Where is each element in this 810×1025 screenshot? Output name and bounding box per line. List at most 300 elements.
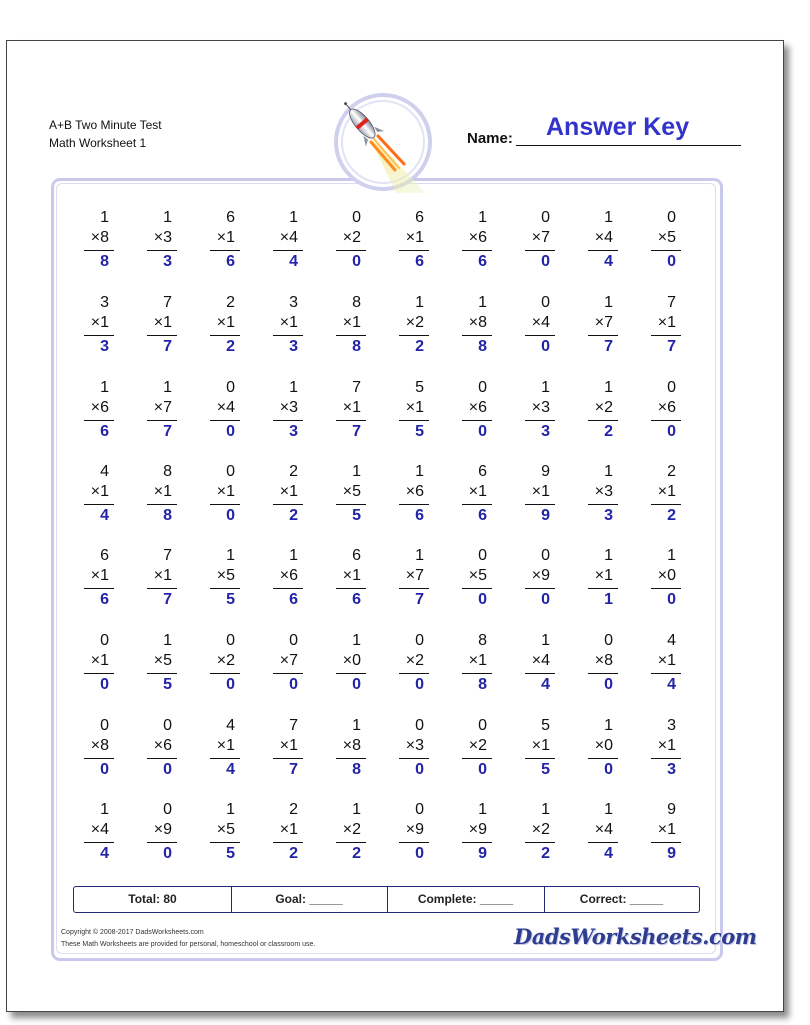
problem-answer: 9 xyxy=(541,507,550,524)
problem-top-number: 7 xyxy=(667,294,676,311)
problem-top-number: 8 xyxy=(352,294,361,311)
problem-answer: 0 xyxy=(667,253,676,270)
multiplication-problem xyxy=(384,209,428,281)
problem-rule xyxy=(336,588,366,589)
problem-multiplier: ×1 xyxy=(279,737,298,754)
copyright-text: Copyright © 2008-2017 DadsWorksheets.com xyxy=(61,929,204,936)
problem-answer: 1 xyxy=(604,591,613,608)
problem-rule xyxy=(273,335,303,336)
problem-top-number: 1 xyxy=(352,801,361,818)
problem-row xyxy=(69,209,709,284)
problem-top-number: 0 xyxy=(478,379,487,396)
multiplication-problem xyxy=(195,547,239,619)
problem-answer: 0 xyxy=(226,676,235,693)
problem-rule xyxy=(588,842,618,843)
problem-top-number: 0 xyxy=(667,209,676,226)
multiplication-problem xyxy=(132,379,176,451)
problem-rule xyxy=(273,588,303,589)
multiplication-problem xyxy=(384,801,428,873)
problem-rule xyxy=(147,673,177,674)
correct-field: Correct: _____ xyxy=(579,892,664,906)
problem-rule xyxy=(462,335,492,336)
multiplication-problem xyxy=(258,209,302,281)
problem-top-number: 0 xyxy=(667,379,676,396)
problem-rule xyxy=(525,250,555,251)
complete-field: Complete: _____ xyxy=(387,887,545,912)
problem-multiplier: ×1 xyxy=(468,652,487,669)
multiplication-problem xyxy=(258,294,302,366)
multiplication-problem xyxy=(573,801,617,873)
problem-top-number: 1 xyxy=(478,294,487,311)
problem-answer: 7 xyxy=(415,591,424,608)
problem-answer: 0 xyxy=(604,761,613,778)
problem-answer: 0 xyxy=(352,253,361,270)
problem-rule xyxy=(399,673,429,674)
problem-answer: 0 xyxy=(478,591,487,608)
multiplication-problem xyxy=(636,294,680,366)
problem-answer: 2 xyxy=(226,338,235,355)
problem-top-number: 6 xyxy=(226,209,235,226)
problem-answer: 8 xyxy=(163,507,172,524)
multiplication-problem xyxy=(195,294,239,366)
summary-bar xyxy=(73,886,700,913)
multiplication-problem xyxy=(510,463,554,535)
problem-answer: 8 xyxy=(100,253,109,270)
problem-multiplier: ×5 xyxy=(216,821,235,838)
problem-rule xyxy=(84,588,114,589)
problem-multiplier: ×2 xyxy=(468,737,487,754)
problem-answer: 5 xyxy=(541,761,550,778)
multiplication-problem xyxy=(195,801,239,873)
problem-multiplier: ×8 xyxy=(342,737,361,754)
multiplication-problem xyxy=(573,294,617,366)
multiplication-problem xyxy=(69,801,113,873)
problem-rule xyxy=(462,588,492,589)
problem-answer: 2 xyxy=(415,338,424,355)
problem-top-number: 1 xyxy=(100,209,109,226)
problem-multiplier: ×1 xyxy=(153,567,172,584)
problem-rule xyxy=(210,420,240,421)
problem-multiplier: ×6 xyxy=(468,229,487,246)
problem-answer: 4 xyxy=(604,253,613,270)
multiplication-problem xyxy=(447,209,491,281)
problem-multiplier: ×1 xyxy=(531,737,550,754)
problem-answer: 0 xyxy=(415,676,424,693)
problem-top-number: 1 xyxy=(541,801,550,818)
problem-rule xyxy=(462,420,492,421)
problem-rule xyxy=(651,842,681,843)
problem-top-number: 0 xyxy=(226,379,235,396)
problem-multiplier: ×1 xyxy=(657,737,676,754)
problem-answer: 0 xyxy=(478,423,487,440)
problem-multiplier: ×1 xyxy=(594,567,613,584)
problem-top-number: 1 xyxy=(100,379,109,396)
problem-top-number: 9 xyxy=(541,463,550,480)
problem-multiplier: ×1 xyxy=(90,483,109,500)
problem-multiplier: ×9 xyxy=(405,821,424,838)
problem-top-number: 2 xyxy=(289,801,298,818)
problem-answer: 9 xyxy=(478,845,487,862)
problem-top-number: 1 xyxy=(163,632,172,649)
multiplication-problem xyxy=(636,379,680,451)
problem-rule xyxy=(651,504,681,505)
problem-multiplier: ×1 xyxy=(279,483,298,500)
problem-multiplier: ×3 xyxy=(405,737,424,754)
multiplication-problem xyxy=(321,379,365,451)
problem-top-number: 0 xyxy=(541,294,550,311)
problem-rule xyxy=(147,420,177,421)
problem-rule xyxy=(399,504,429,505)
problem-multiplier: ×2 xyxy=(594,399,613,416)
problem-rule xyxy=(210,673,240,674)
problem-answer: 0 xyxy=(541,591,550,608)
problem-answer: 0 xyxy=(541,253,550,270)
problem-multiplier: ×1 xyxy=(153,483,172,500)
multiplication-problem xyxy=(573,463,617,535)
problem-rule xyxy=(210,250,240,251)
problem-top-number: 4 xyxy=(226,717,235,734)
problem-multiplier: ×1 xyxy=(279,314,298,331)
problem-multiplier: ×8 xyxy=(90,229,109,246)
multiplication-problem xyxy=(384,463,428,535)
problem-top-number: 9 xyxy=(667,801,676,818)
problem-answer: 0 xyxy=(100,676,109,693)
problem-multiplier: ×1 xyxy=(405,229,424,246)
problem-top-number: 0 xyxy=(100,632,109,649)
total-count: Total: 80 xyxy=(74,887,232,912)
problem-rule xyxy=(651,335,681,336)
problem-multiplier: ×7 xyxy=(279,652,298,669)
problem-rule xyxy=(336,673,366,674)
worksheet-subtitle: Math Worksheet 1 xyxy=(49,136,147,150)
multiplication-problem xyxy=(573,209,617,281)
problem-rule xyxy=(525,673,555,674)
problem-rule xyxy=(273,842,303,843)
problem-top-number: 1 xyxy=(604,294,613,311)
rocket-icon xyxy=(333,92,434,193)
multiplication-problem xyxy=(384,294,428,366)
multiplication-problem xyxy=(132,547,176,619)
problem-rule xyxy=(399,335,429,336)
problem-top-number: 1 xyxy=(289,379,298,396)
problem-rule xyxy=(273,504,303,505)
problem-answer: 3 xyxy=(667,761,676,778)
multiplication-problem xyxy=(573,547,617,619)
problem-multiplier: ×1 xyxy=(531,483,550,500)
problem-top-number: 0 xyxy=(226,463,235,480)
problem-rule xyxy=(588,420,618,421)
problem-answer: 0 xyxy=(163,761,172,778)
problem-row xyxy=(69,717,709,792)
problem-top-number: 8 xyxy=(163,463,172,480)
problem-rule xyxy=(588,335,618,336)
multiplication-problem xyxy=(132,632,176,704)
multiplication-problem xyxy=(321,547,365,619)
problem-answer: 7 xyxy=(604,338,613,355)
problem-rule xyxy=(210,842,240,843)
problem-answer: 7 xyxy=(163,338,172,355)
multiplication-problem xyxy=(195,717,239,789)
problem-multiplier: ×3 xyxy=(279,399,298,416)
problem-rule xyxy=(210,758,240,759)
dadsworksheets-logo: DadsWorksheets.com xyxy=(514,924,757,949)
problem-answer: 5 xyxy=(163,676,172,693)
problem-answer: 4 xyxy=(226,761,235,778)
problem-rule xyxy=(651,673,681,674)
multiplication-problem xyxy=(510,632,554,704)
problem-rule xyxy=(462,758,492,759)
problem-answer: 6 xyxy=(352,591,361,608)
problem-multiplier: ×4 xyxy=(216,399,235,416)
problem-multiplier: ×3 xyxy=(531,399,550,416)
problem-top-number: 0 xyxy=(541,547,550,564)
problem-answer: 0 xyxy=(667,591,676,608)
worksheet-page xyxy=(6,40,784,1012)
problem-multiplier: ×4 xyxy=(531,314,550,331)
problem-answer: 5 xyxy=(226,845,235,862)
problem-rule xyxy=(588,504,618,505)
problem-rule xyxy=(525,335,555,336)
problem-top-number: 1 xyxy=(352,632,361,649)
problem-top-number: 0 xyxy=(541,209,550,226)
problem-answer: 6 xyxy=(100,423,109,440)
problem-answer: 0 xyxy=(667,423,676,440)
problem-answer: 4 xyxy=(100,507,109,524)
problem-top-number: 1 xyxy=(289,547,298,564)
goal-field: Goal: _____ xyxy=(231,887,388,912)
problem-top-number: 7 xyxy=(352,379,361,396)
problem-multiplier: ×2 xyxy=(216,652,235,669)
problem-rule xyxy=(147,842,177,843)
problem-top-number: 1 xyxy=(415,547,424,564)
problem-rule xyxy=(336,250,366,251)
problem-multiplier: ×3 xyxy=(153,229,172,246)
problem-answer: 0 xyxy=(100,761,109,778)
problem-top-number: 0 xyxy=(289,632,298,649)
problem-top-number: 1 xyxy=(352,717,361,734)
problem-answer: 0 xyxy=(478,761,487,778)
multiplication-problem xyxy=(447,294,491,366)
problem-top-number: 5 xyxy=(541,717,550,734)
multiplication-problem xyxy=(447,547,491,619)
multiplication-problem xyxy=(510,379,554,451)
problem-top-number: 1 xyxy=(163,209,172,226)
problem-multiplier: ×2 xyxy=(405,652,424,669)
problem-rule xyxy=(462,673,492,674)
problem-rule xyxy=(84,758,114,759)
problem-rule xyxy=(525,588,555,589)
problem-rule xyxy=(84,673,114,674)
problem-rule xyxy=(273,673,303,674)
multiplication-problem xyxy=(321,463,365,535)
multiplication-problem xyxy=(510,717,554,789)
problem-top-number: 1 xyxy=(226,801,235,818)
problem-answer: 0 xyxy=(415,845,424,862)
problem-answer: 5 xyxy=(352,507,361,524)
problem-top-number: 4 xyxy=(100,463,109,480)
problem-answer: 3 xyxy=(541,423,550,440)
problem-multiplier: ×1 xyxy=(216,737,235,754)
multiplication-problem xyxy=(69,209,113,281)
problem-answer: 7 xyxy=(352,423,361,440)
problem-answer: 0 xyxy=(541,338,550,355)
problem-rule xyxy=(147,335,177,336)
multiplication-problem xyxy=(384,717,428,789)
problem-multiplier: ×1 xyxy=(216,314,235,331)
problem-top-number: 0 xyxy=(478,717,487,734)
problem-multiplier: ×0 xyxy=(657,567,676,584)
problem-row xyxy=(69,294,709,369)
problem-answer: 8 xyxy=(478,338,487,355)
problem-row xyxy=(69,463,709,538)
problem-multiplier: ×9 xyxy=(531,567,550,584)
multiplication-problem xyxy=(447,379,491,451)
problem-top-number: 1 xyxy=(604,209,613,226)
problem-rule xyxy=(651,250,681,251)
problem-answer: 8 xyxy=(478,676,487,693)
multiplication-problem xyxy=(384,547,428,619)
problem-rule xyxy=(399,842,429,843)
problem-row xyxy=(69,801,709,876)
problem-multiplier: ×2 xyxy=(342,821,361,838)
problem-answer: 0 xyxy=(604,676,613,693)
problem-multiplier: ×0 xyxy=(594,737,613,754)
problem-answer: 6 xyxy=(478,507,487,524)
problem-top-number: 3 xyxy=(667,717,676,734)
multiplication-problem xyxy=(258,463,302,535)
multiplication-problem xyxy=(69,632,113,704)
problem-rule xyxy=(84,420,114,421)
multiplication-problem xyxy=(636,463,680,535)
problem-answer: 6 xyxy=(415,507,424,524)
problem-multiplier: ×5 xyxy=(342,483,361,500)
multiplication-problem xyxy=(321,632,365,704)
problem-answer: 2 xyxy=(604,423,613,440)
problem-multiplier: ×5 xyxy=(153,652,172,669)
problem-top-number: 5 xyxy=(415,379,424,396)
problem-top-number: 1 xyxy=(604,547,613,564)
problem-multiplier: ×1 xyxy=(216,229,235,246)
problem-answer: 3 xyxy=(604,507,613,524)
problem-top-number: 6 xyxy=(352,547,361,564)
problem-multiplier: ×0 xyxy=(342,652,361,669)
problem-answer: 6 xyxy=(289,591,298,608)
problem-rule xyxy=(651,420,681,421)
problem-multiplier: ×5 xyxy=(216,567,235,584)
multiplication-problem xyxy=(132,294,176,366)
problem-multiplier: ×8 xyxy=(594,652,613,669)
problem-answer: 4 xyxy=(289,253,298,270)
name-label: Name: xyxy=(467,130,513,147)
problem-top-number: 1 xyxy=(478,209,487,226)
problem-rule xyxy=(84,250,114,251)
problem-answer: 0 xyxy=(352,676,361,693)
problem-top-number: 1 xyxy=(541,379,550,396)
problem-top-number: 1 xyxy=(415,463,424,480)
problem-multiplier: ×1 xyxy=(657,314,676,331)
problem-multiplier: ×9 xyxy=(468,821,487,838)
problem-top-number: 1 xyxy=(352,463,361,480)
problem-top-number: 0 xyxy=(415,801,424,818)
problem-answer: 7 xyxy=(163,423,172,440)
problem-rule xyxy=(399,758,429,759)
multiplication-problem xyxy=(132,463,176,535)
problem-rule xyxy=(651,758,681,759)
problem-top-number: 3 xyxy=(289,294,298,311)
problem-row xyxy=(69,632,709,707)
problem-multiplier: ×6 xyxy=(279,567,298,584)
multiplication-problem xyxy=(384,632,428,704)
worksheet-title: A+B Two Minute Test xyxy=(49,118,162,132)
problem-answer: 5 xyxy=(226,591,235,608)
problem-multiplier: ×1 xyxy=(90,652,109,669)
problem-rule xyxy=(210,504,240,505)
multiplication-problem xyxy=(636,717,680,789)
multiplication-problem xyxy=(132,717,176,789)
problem-top-number: 1 xyxy=(667,547,676,564)
problem-top-number: 0 xyxy=(352,209,361,226)
multiplication-problem xyxy=(573,379,617,451)
problem-rule xyxy=(651,588,681,589)
problem-multiplier: ×5 xyxy=(468,567,487,584)
problem-top-number: 2 xyxy=(667,463,676,480)
problem-answer: 2 xyxy=(289,845,298,862)
problem-multiplier: ×6 xyxy=(657,399,676,416)
problem-top-number: 3 xyxy=(100,294,109,311)
problem-rule xyxy=(336,842,366,843)
problem-top-number: 0 xyxy=(163,801,172,818)
multiplication-problem xyxy=(195,379,239,451)
problem-answer: 4 xyxy=(100,845,109,862)
problem-multiplier: ×9 xyxy=(153,821,172,838)
multiplication-problem xyxy=(510,801,554,873)
multiplication-problem xyxy=(132,209,176,281)
multiplication-problem xyxy=(573,632,617,704)
multiplication-problem xyxy=(321,717,365,789)
multiplication-problem xyxy=(321,801,365,873)
problem-top-number: 1 xyxy=(415,294,424,311)
problem-rule xyxy=(588,588,618,589)
problem-rule xyxy=(273,250,303,251)
problem-answer: 9 xyxy=(667,845,676,862)
problem-multiplier: ×1 xyxy=(405,399,424,416)
problem-multiplier: ×2 xyxy=(405,314,424,331)
problem-rule xyxy=(336,420,366,421)
problem-top-number: 1 xyxy=(226,547,235,564)
multiplication-problem xyxy=(636,209,680,281)
problem-row xyxy=(69,379,709,454)
problem-multiplier: ×3 xyxy=(594,483,613,500)
problem-top-number: 1 xyxy=(604,379,613,396)
problem-rule xyxy=(210,588,240,589)
problem-rule xyxy=(147,250,177,251)
problem-answer: 6 xyxy=(226,253,235,270)
problem-top-number: 0 xyxy=(604,632,613,649)
problem-multiplier: ×7 xyxy=(594,314,613,331)
multiplication-problem xyxy=(258,801,302,873)
multiplication-problem xyxy=(573,717,617,789)
problem-rule xyxy=(210,335,240,336)
problem-multiplier: ×1 xyxy=(90,567,109,584)
problem-multiplier: ×8 xyxy=(90,737,109,754)
problem-multiplier: ×6 xyxy=(90,399,109,416)
problem-answer: 7 xyxy=(667,338,676,355)
problem-rule xyxy=(399,420,429,421)
problem-multiplier: ×8 xyxy=(468,314,487,331)
multiplication-problem xyxy=(447,463,491,535)
problem-multiplier: ×5 xyxy=(657,229,676,246)
usage-notice: These Math Worksheets are provided for personal, homeschool or classroom use. xyxy=(61,941,316,948)
